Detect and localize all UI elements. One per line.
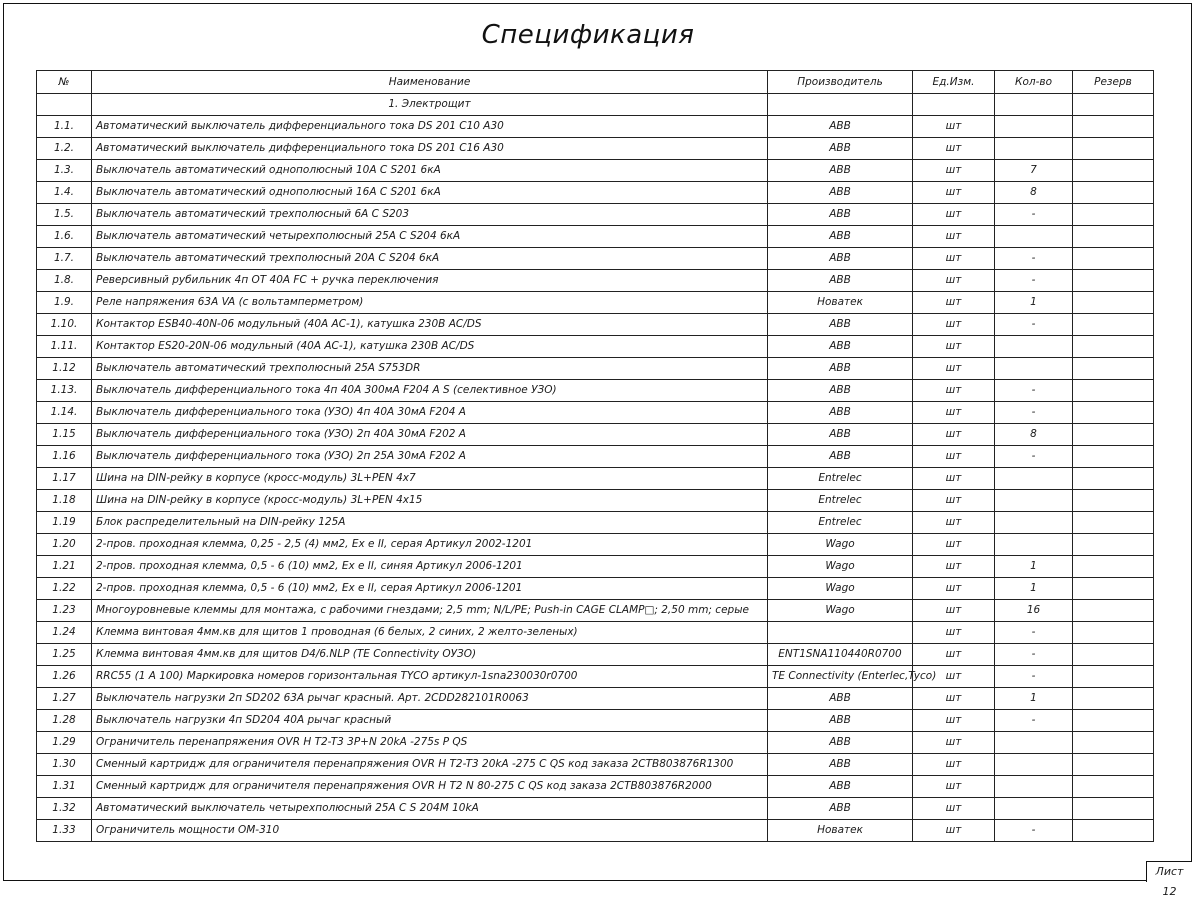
table-row [37, 798, 1154, 820]
table-row [37, 622, 1154, 644]
quantity-cell: - [995, 204, 1073, 226]
reserve-cell [1073, 666, 1154, 688]
section-row [37, 94, 1154, 116]
column-header-name: Наименование [92, 71, 768, 94]
row-number-cell: 1.16 [37, 446, 92, 468]
item-name-cell: Сменный картридж для ограничителя перенапряжения OVR H T2 N 80-275 C QS код заказа 2CTB803876R2000 [92, 776, 768, 798]
table-row [37, 556, 1154, 578]
manufacturer-cell: Wago [768, 600, 913, 622]
item-name-cell: Реле напряжения 63A VA (с вольтамперметром) [92, 292, 768, 314]
reserve-cell [1073, 160, 1154, 182]
section-quantity-cell [995, 94, 1073, 116]
quantity-cell [995, 138, 1073, 160]
table-row [37, 534, 1154, 556]
row-number-cell: 1.15 [37, 424, 92, 446]
table-row [37, 666, 1154, 688]
manufacturer-cell: Entrelec [768, 468, 913, 490]
unit-cell: шт [913, 314, 995, 336]
column-header-unit: Ед.Изм. [913, 71, 995, 94]
unit-cell: шт [913, 644, 995, 666]
quantity-cell: 1 [995, 578, 1073, 600]
reserve-cell [1073, 204, 1154, 226]
unit-cell: шт [913, 512, 995, 534]
unit-cell: шт [913, 204, 995, 226]
unit-cell: шт [913, 380, 995, 402]
row-number-cell: 1.25 [37, 644, 92, 666]
table-row [37, 182, 1154, 204]
column-header-manufacturer: Производитель [768, 71, 913, 94]
row-number-cell: 1.33 [37, 820, 92, 842]
manufacturer-cell: ABB [768, 248, 913, 270]
quantity-cell [995, 798, 1073, 820]
item-name-cell: Ограничитель перенапряжения OVR H T2-T3 3P+N 20kA -275s P QS [92, 732, 768, 754]
table-row [37, 776, 1154, 798]
unit-cell: шт [913, 270, 995, 292]
unit-cell: шт [913, 776, 995, 798]
section-reserve-cell [1073, 94, 1154, 116]
table-row [37, 292, 1154, 314]
reserve-cell [1073, 314, 1154, 336]
quantity-cell [995, 226, 1073, 248]
row-number-cell: 1.29 [37, 732, 92, 754]
quantity-cell: - [995, 270, 1073, 292]
manufacturer-cell: TE Connectivity (Enterlec,Tyco) [768, 666, 913, 688]
unit-cell: шт [913, 578, 995, 600]
quantity-cell [995, 534, 1073, 556]
row-number-cell: 1.21 [37, 556, 92, 578]
section-unit-cell [913, 94, 995, 116]
quantity-cell: - [995, 820, 1073, 842]
unit-cell: шт [913, 248, 995, 270]
unit-cell: шт [913, 336, 995, 358]
manufacturer-cell: ABB [768, 798, 913, 820]
table-row [37, 424, 1154, 446]
reserve-cell [1073, 380, 1154, 402]
unit-cell: шт [913, 534, 995, 556]
reserve-cell [1073, 710, 1154, 732]
item-name-cell: 2-пров. проходная клемма, 0,5 - 6 (10) мм2, Ex e II, синяя Артикул 2006-1201 [92, 556, 768, 578]
manufacturer-cell: ABB [768, 380, 913, 402]
table-row [37, 600, 1154, 622]
row-number-cell: 1.19 [37, 512, 92, 534]
unit-cell: шт [913, 116, 995, 138]
item-name-cell: Сменный картридж для ограничителя перенапряжения OVR H T2-T3 20kA -275 C QS код заказа 2CTB803876R1300 [92, 754, 768, 776]
item-name-cell: Блок распределительный на DIN-рейку 125А [92, 512, 768, 534]
item-name-cell: Ограничитель мощности OM-310 [92, 820, 768, 842]
unit-cell: шт [913, 424, 995, 446]
item-name-cell: Выключатель дифференциального тока (УЗО) 4п 40А 30мА F204 A [92, 402, 768, 424]
row-number-cell: 1.17 [37, 468, 92, 490]
manufacturer-cell: ABB [768, 182, 913, 204]
reserve-cell [1073, 270, 1154, 292]
item-name-cell: Выключатель нагрузки 4п SD204 40А рычаг красный [92, 710, 768, 732]
item-name-cell: 2-пров. проходная клемма, 0,5 - 6 (10) мм2, Ex e II, серая Артикул 2006-1201 [92, 578, 768, 600]
item-name-cell: Выключатель автоматический трехполюсный 20А C S204 6кА [92, 248, 768, 270]
table-row [37, 314, 1154, 336]
reserve-cell [1073, 358, 1154, 380]
section-title: 1. Электрощит [92, 94, 768, 116]
reserve-cell [1073, 138, 1154, 160]
row-number-cell: 1.4. [37, 182, 92, 204]
quantity-cell: 8 [995, 182, 1073, 204]
manufacturer-cell: ABB [768, 424, 913, 446]
item-name-cell: Выключатель автоматический однополюсный 16А C S201 6кА [92, 182, 768, 204]
unit-cell: шт [913, 468, 995, 490]
row-number-cell: 1.5. [37, 204, 92, 226]
table-row [37, 512, 1154, 534]
manufacturer-cell: ABB [768, 776, 913, 798]
unit-cell: шт [913, 798, 995, 820]
reserve-cell [1073, 446, 1154, 468]
quantity-cell [995, 732, 1073, 754]
quantity-cell: 1 [995, 292, 1073, 314]
table-row [37, 446, 1154, 468]
row-number-cell: 1.30 [37, 754, 92, 776]
item-name-cell: Автоматический выключатель дифференциального тока DS 201 C16 A30 [92, 138, 768, 160]
manufacturer-cell: Новатек [768, 292, 913, 314]
table-row [37, 820, 1154, 842]
sheet-number: Лист 12 [1146, 861, 1192, 882]
unit-cell: шт [913, 820, 995, 842]
item-name-cell: Выключатель автоматический трехполюсный 6А C S203 [92, 204, 768, 226]
unit-cell: шт [913, 666, 995, 688]
quantity-cell: 16 [995, 600, 1073, 622]
manufacturer-cell: Wago [768, 556, 913, 578]
reserve-cell [1073, 754, 1154, 776]
item-name-cell: Выключатель автоматический однополюсный 10А C S201 6кА [92, 160, 768, 182]
manufacturer-cell: ABB [768, 336, 913, 358]
quantity-cell [995, 358, 1073, 380]
manufacturer-cell: ABB [768, 116, 913, 138]
manufacturer-cell: ENT1SNA110440R0700 [768, 644, 913, 666]
row-number-cell: 1.26 [37, 666, 92, 688]
manufacturer-cell: ABB [768, 314, 913, 336]
row-number-cell: 1.9. [37, 292, 92, 314]
quantity-cell [995, 468, 1073, 490]
reserve-cell [1073, 490, 1154, 512]
quantity-cell: - [995, 314, 1073, 336]
row-number-cell: 1.10. [37, 314, 92, 336]
unit-cell: шт [913, 292, 995, 314]
reserve-cell [1073, 226, 1154, 248]
row-number-cell: 1.13. [37, 380, 92, 402]
column-header-number: № [37, 71, 92, 94]
quantity-cell: 1 [995, 556, 1073, 578]
reserve-cell [1073, 820, 1154, 842]
unit-cell: шт [913, 754, 995, 776]
manufacturer-cell: ABB [768, 138, 913, 160]
page-title: Спецификация [481, 20, 695, 50]
table-row [37, 248, 1154, 270]
unit-cell: шт [913, 182, 995, 204]
row-number-cell: 1.12 [37, 358, 92, 380]
table-row [37, 138, 1154, 160]
table-row [37, 270, 1154, 292]
quantity-cell: - [995, 446, 1073, 468]
manufacturer-cell: ABB [768, 270, 913, 292]
table-row [37, 336, 1154, 358]
row-number-cell: 1.1. [37, 116, 92, 138]
item-name-cell: 2-пров. проходная клемма, 0,25 - 2,5 (4) мм2, Ex e II, серая Артикул 2002-1201 [92, 534, 768, 556]
unit-cell: шт [913, 710, 995, 732]
table-row [37, 380, 1154, 402]
row-number-cell: 1.20 [37, 534, 92, 556]
table-row [37, 204, 1154, 226]
row-number-cell: 1.23 [37, 600, 92, 622]
row-number-cell: 1.3. [37, 160, 92, 182]
manufacturer-cell: ABB [768, 688, 913, 710]
table-row [37, 160, 1154, 182]
item-name-cell: RRC55 (1 A 100) Маркировка номеров горизонтальная TYCO артикул-1sna230030r0700 [92, 666, 768, 688]
table-row [37, 116, 1154, 138]
unit-cell: шт [913, 732, 995, 754]
quantity-cell [995, 776, 1073, 798]
manufacturer-cell: ABB [768, 710, 913, 732]
item-name-cell: Выключатель дифференциального тока 4п 40А 300мА F204 A S (селективное УЗО) [92, 380, 768, 402]
quantity-cell: 8 [995, 424, 1073, 446]
manufacturer-cell: Новатек [768, 820, 913, 842]
reserve-cell [1073, 424, 1154, 446]
quantity-cell: - [995, 402, 1073, 424]
section-manufacturer-cell [768, 94, 913, 116]
row-number-cell: 1.8. [37, 270, 92, 292]
reserve-cell [1073, 688, 1154, 710]
row-number-cell: 1.24 [37, 622, 92, 644]
item-name-cell: Клемма винтовая 4мм.кв для щитов D4/6.NLP (TE Connectivity OУЗО) [92, 644, 768, 666]
row-number-cell: 1.27 [37, 688, 92, 710]
quantity-cell: - [995, 622, 1073, 644]
quantity-cell: - [995, 644, 1073, 666]
unit-cell: шт [913, 138, 995, 160]
reserve-cell [1073, 116, 1154, 138]
quantity-cell [995, 512, 1073, 534]
table-row [37, 490, 1154, 512]
table-row [37, 226, 1154, 248]
unit-cell: шт [913, 490, 995, 512]
item-name-cell: Выключатель дифференциального тока (УЗО) 2п 25А 30мА F202 A [92, 446, 768, 468]
table-row [37, 644, 1154, 666]
manufacturer-cell: ABB [768, 204, 913, 226]
reserve-cell [1073, 600, 1154, 622]
unit-cell: шт [913, 622, 995, 644]
item-name-cell: Выключатель автоматический трехполюсный 25А S753DR [92, 358, 768, 380]
row-number-cell: 1.18 [37, 490, 92, 512]
quantity-cell: - [995, 710, 1073, 732]
column-header-quantity: Кол-во [995, 71, 1073, 94]
row-number-cell: 1.2. [37, 138, 92, 160]
reserve-cell [1073, 336, 1154, 358]
manufacturer-cell: ABB [768, 160, 913, 182]
row-number-cell: 1.31 [37, 776, 92, 798]
manufacturer-cell: Entrelec [768, 490, 913, 512]
manufacturer-cell [768, 622, 913, 644]
reserve-cell [1073, 534, 1154, 556]
table-row [37, 578, 1154, 600]
section-number-cell [37, 94, 92, 116]
reserve-cell [1073, 776, 1154, 798]
row-number-cell: 1.22 [37, 578, 92, 600]
table-row [37, 468, 1154, 490]
item-name-cell: Автоматический выключатель четырехполюсный 25А C S 204M 10kA [92, 798, 768, 820]
manufacturer-cell: Wago [768, 578, 913, 600]
manufacturer-cell: ABB [768, 358, 913, 380]
row-number-cell: 1.32 [37, 798, 92, 820]
manufacturer-cell: ABB [768, 226, 913, 248]
item-name-cell: Шина на DIN-рейку в корпусе (кросс-модуль) 3L+PEN 4x7 [92, 468, 768, 490]
reserve-cell [1073, 248, 1154, 270]
quantity-cell [995, 116, 1073, 138]
item-name-cell: Выключатель нагрузки 2п SD202 63А рычаг красный. Арт. 2CDD282101R0063 [92, 688, 768, 710]
item-name-cell: Выключатель дифференциального тока (УЗО) 2п 40А 30мА F202 A [92, 424, 768, 446]
unit-cell: шт [913, 358, 995, 380]
table-row [37, 402, 1154, 424]
manufacturer-cell: Wago [768, 534, 913, 556]
quantity-cell: 7 [995, 160, 1073, 182]
reserve-cell [1073, 512, 1154, 534]
row-number-cell: 1.7. [37, 248, 92, 270]
unit-cell: шт [913, 556, 995, 578]
unit-cell: шт [913, 402, 995, 424]
reserve-cell [1073, 556, 1154, 578]
item-name-cell: Контактор ESB40-40N-06 модульный (40А АС-1), катушка 230В AC/DS [92, 314, 768, 336]
reserve-cell [1073, 292, 1154, 314]
quantity-cell [995, 336, 1073, 358]
unit-cell: шт [913, 226, 995, 248]
reserve-cell [1073, 732, 1154, 754]
quantity-cell [995, 754, 1073, 776]
row-number-cell: 1.6. [37, 226, 92, 248]
item-name-cell: Выключатель автоматический четырехполюсный 25А C S204 6кА [92, 226, 768, 248]
quantity-cell [995, 490, 1073, 512]
row-number-cell: 1.11. [37, 336, 92, 358]
quantity-cell: - [995, 666, 1073, 688]
quantity-cell: - [995, 380, 1073, 402]
reserve-cell [1073, 622, 1154, 644]
item-name-cell: Шина на DIN-рейку в корпусе (кросс-модуль) 3L+PEN 4x15 [92, 490, 768, 512]
item-name-cell: Многоуровневые клеммы для монтажа, с рабочими гнездами; 2,5 mm; N/L/PE; Push-in CAGE CLAMP□; 2,50 mm; серые [92, 600, 768, 622]
reserve-cell [1073, 182, 1154, 204]
manufacturer-cell: ABB [768, 754, 913, 776]
table-row [37, 688, 1154, 710]
item-name-cell: Клемма винтовая 4мм.кв для щитов 1 проводная (6 белых, 2 синих, 2 желто-зеленых) [92, 622, 768, 644]
item-name-cell: Контактор ES20-20N-06 модульный (40А АС-1), катушка 230В AC/DS [92, 336, 768, 358]
item-name-cell: Автоматический выключатель дифференциального тока DS 201 C10 A30 [92, 116, 768, 138]
reserve-cell [1073, 468, 1154, 490]
column-header-reserve: Резерв [1073, 71, 1154, 94]
row-number-cell: 1.14. [37, 402, 92, 424]
reserve-cell [1073, 644, 1154, 666]
specification-table [36, 70, 1154, 842]
unit-cell: шт [913, 160, 995, 182]
unit-cell: шт [913, 446, 995, 468]
manufacturer-cell: ABB [768, 446, 913, 468]
unit-cell: шт [913, 600, 995, 622]
item-name-cell: Реверсивный рубильник 4п OT 40A FC + ручка переключения [92, 270, 768, 292]
manufacturer-cell: Entrelec [768, 512, 913, 534]
table-header-row [37, 71, 1154, 94]
unit-cell: шт [913, 688, 995, 710]
reserve-cell [1073, 578, 1154, 600]
reserve-cell [1073, 402, 1154, 424]
row-number-cell: 1.28 [37, 710, 92, 732]
manufacturer-cell: ABB [768, 732, 913, 754]
table-row [37, 754, 1154, 776]
reserve-cell [1073, 798, 1154, 820]
quantity-cell: - [995, 248, 1073, 270]
table-row [37, 710, 1154, 732]
table-row [37, 732, 1154, 754]
quantity-cell: 1 [995, 688, 1073, 710]
manufacturer-cell: ABB [768, 402, 913, 424]
table-row [37, 358, 1154, 380]
